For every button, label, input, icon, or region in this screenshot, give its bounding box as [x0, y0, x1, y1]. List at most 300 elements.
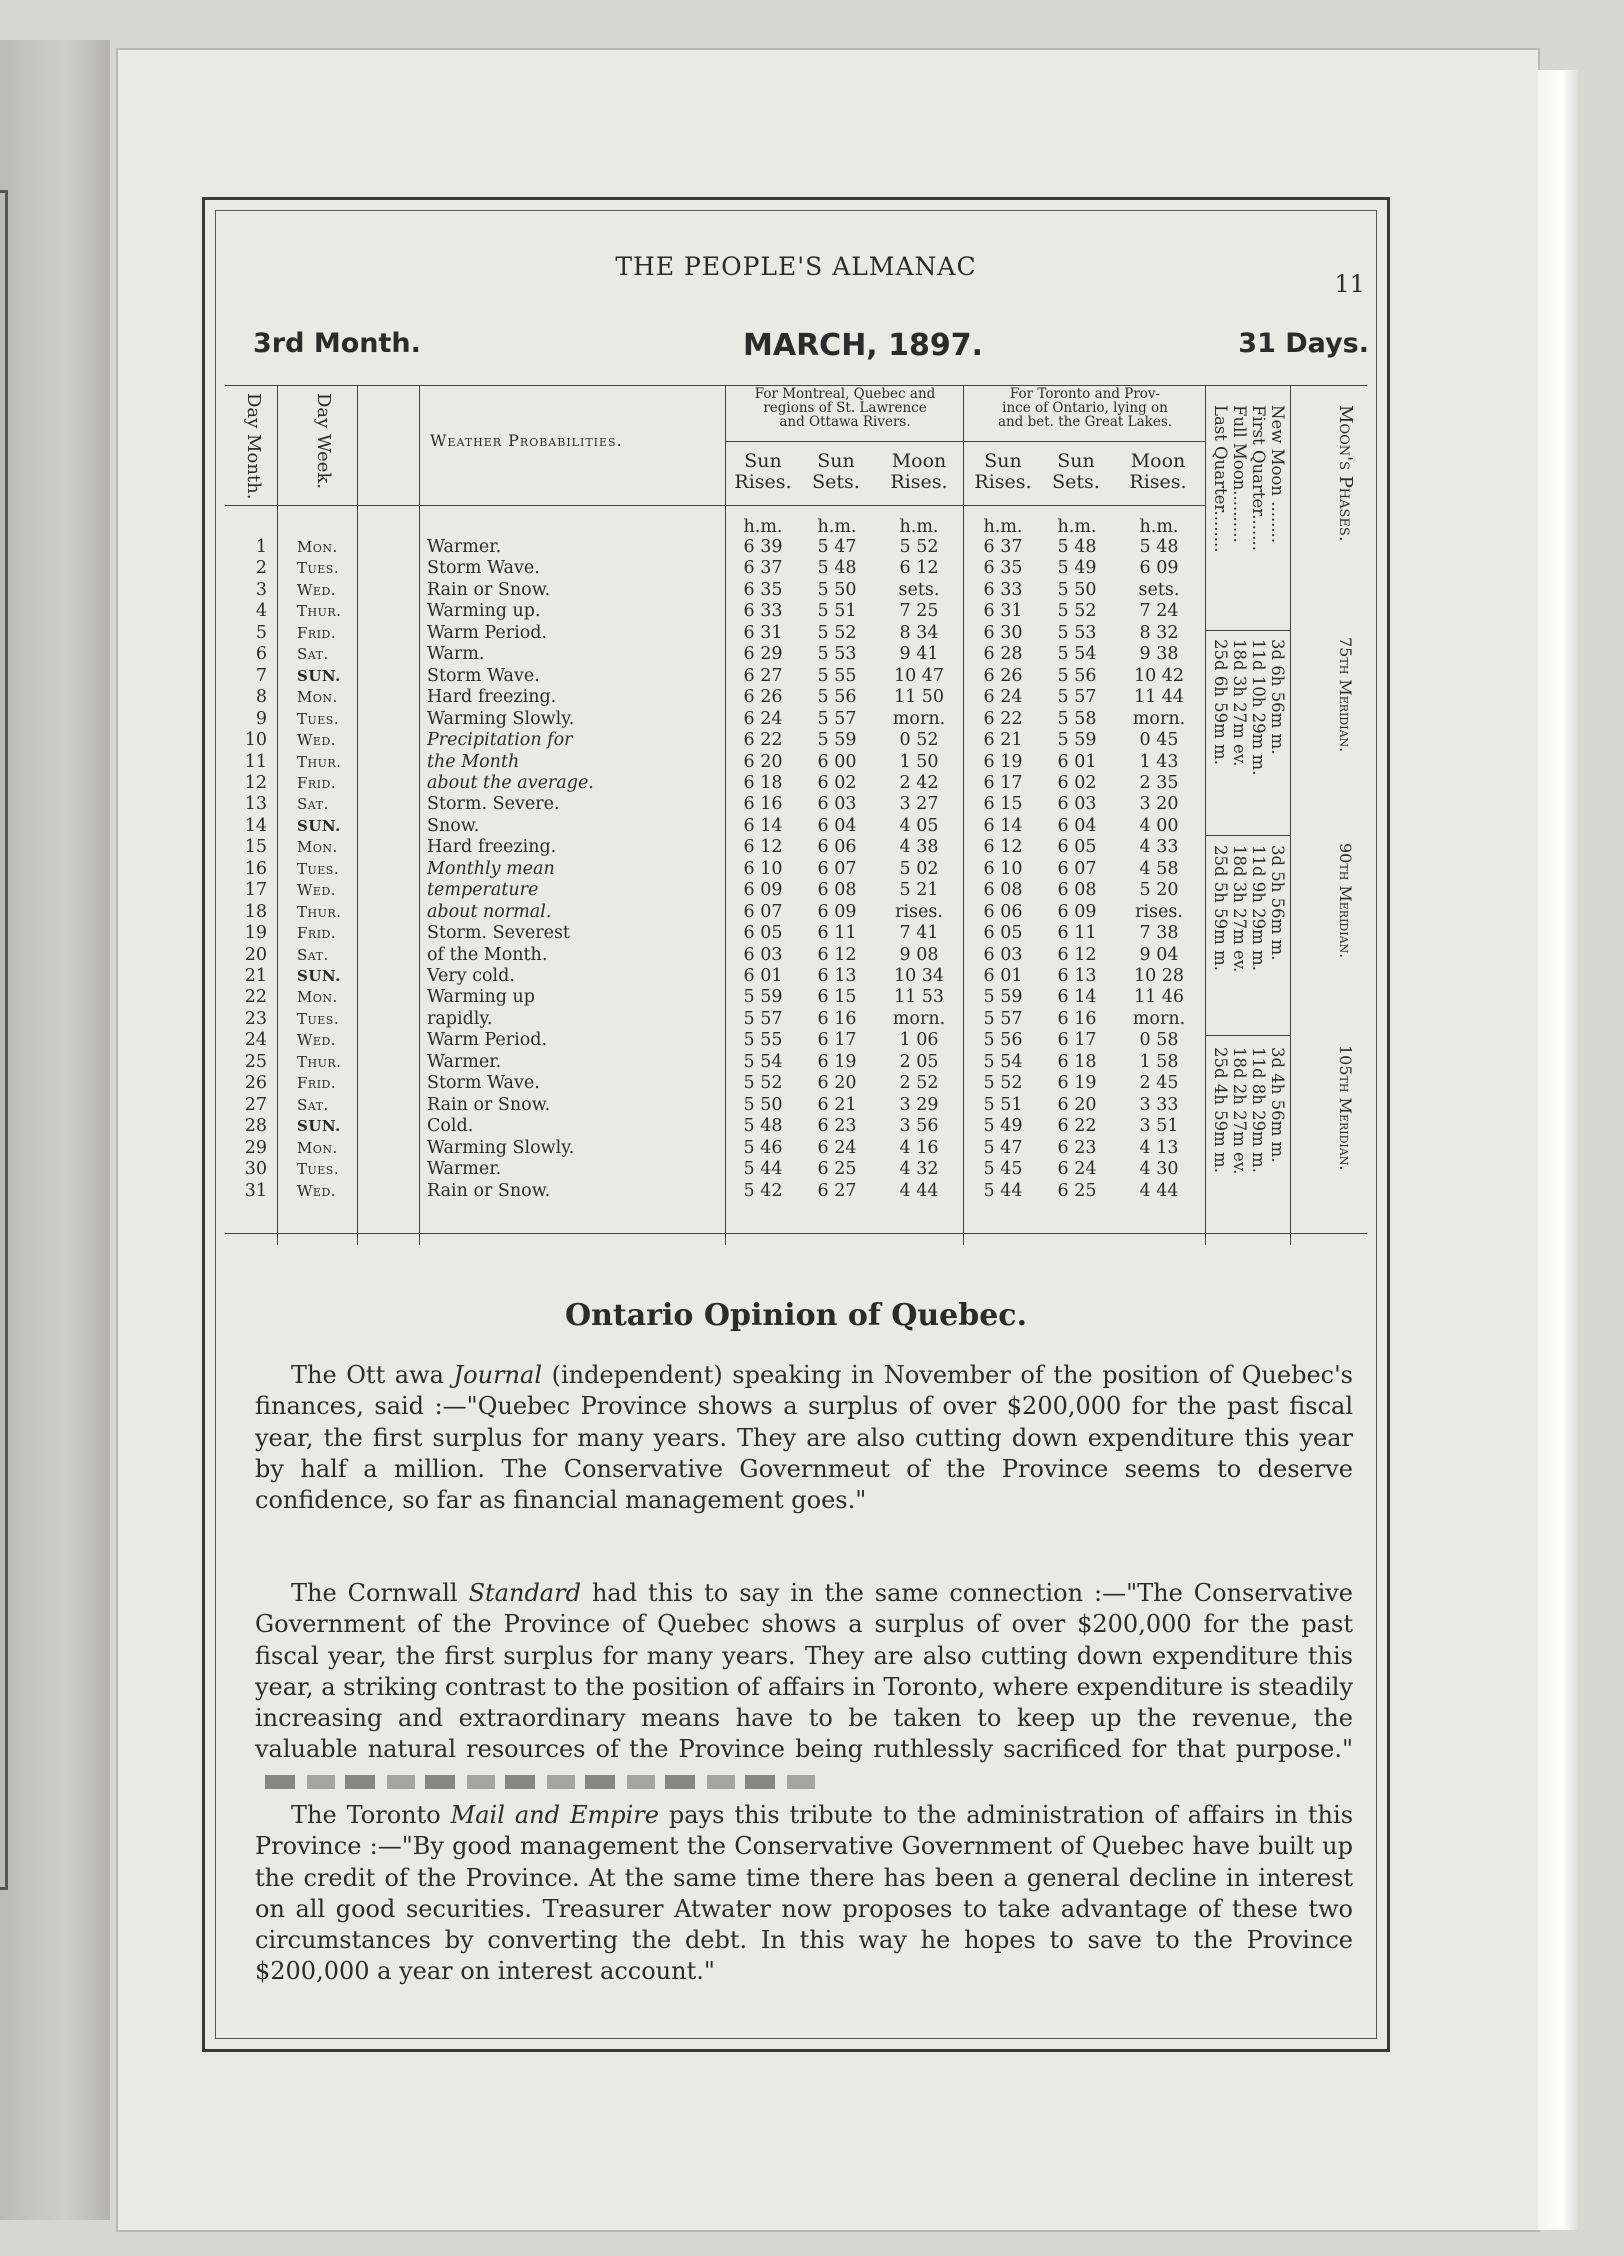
montreal-sun-rise: 5 57	[743, 1008, 783, 1029]
moon-phase-time: 18d 3h 27m ev.	[1230, 639, 1249, 767]
calendar-row	[205, 666, 1205, 687]
toronto-sun-set: 6 12	[1057, 944, 1097, 965]
moon-phase-name: New Moon ........	[1268, 405, 1287, 544]
toronto-sun-set: 6 05	[1057, 837, 1097, 858]
weather-note: about the average.	[427, 772, 594, 793]
montreal-sun-set: 6 06	[817, 837, 857, 858]
montreal-moon-rise: 9 08	[899, 944, 939, 965]
calendar-row	[205, 1159, 1205, 1180]
montreal-moon-rise: 4 32	[899, 1159, 939, 1180]
toronto-sun-rise: 6 08	[983, 880, 1023, 901]
toronto-moon-rise: morn.	[1132, 708, 1186, 729]
toronto-sun-rise: 6 03	[983, 944, 1023, 965]
article-title: Ontario Opinion of Quebec.	[564, 1298, 1028, 1333]
montreal-moon-rise: 7 25	[899, 601, 939, 622]
weather-note: Warming Slowly.	[427, 708, 575, 729]
toronto-sun-rise: 5 49	[983, 1116, 1023, 1137]
montreal-sun-rise: 5 59	[743, 987, 783, 1008]
montreal-sun-rise: 5 44	[743, 1159, 783, 1180]
toronto-moon-rise: 5 20	[1139, 880, 1179, 901]
day-of-month: 3	[255, 579, 267, 600]
montreal-sun-rise: 5 50	[743, 1094, 783, 1115]
weather-note: Storm. Severest	[427, 923, 570, 944]
day-of-week: Mon.	[297, 988, 338, 1007]
montreal-moon-rise: 4 44	[899, 1180, 939, 1201]
toronto-sun-set: 5 52	[1057, 601, 1097, 622]
toronto-moon-rise: 10 28	[1133, 966, 1185, 986]
day-of-month: 19	[244, 923, 267, 944]
toronto-moon-rise: 1 58	[1139, 1051, 1179, 1072]
montreal-sun-set: 6 16	[817, 1008, 857, 1029]
montreal-sun-rise: 6 24	[743, 708, 783, 729]
toronto-sun-set: 6 18	[1057, 1051, 1097, 1072]
weather-note: of the Month.	[427, 944, 548, 965]
montreal-sun-set: 5 55	[817, 665, 857, 686]
montreal-moon-rise: 10 47	[893, 665, 945, 686]
day-of-week: Tues.	[297, 859, 340, 878]
day-of-week: Mon.	[297, 688, 338, 707]
calendar-row	[205, 1030, 1205, 1051]
day-of-month: 20	[244, 944, 267, 965]
montreal-sun-set: 6 23	[817, 1116, 857, 1137]
toronto-sun-set: 6 08	[1057, 880, 1097, 901]
weather-note: Warm Period.	[427, 1030, 548, 1051]
montreal-sun-rise: 6 12	[743, 837, 783, 858]
weather-note: temperature	[427, 880, 539, 901]
month-line	[253, 328, 1369, 368]
toronto-moon-rise: 3 51	[1139, 1116, 1179, 1137]
montreal-sun-set: 6 09	[817, 901, 857, 922]
toronto-moon-rise: 2 45	[1139, 1073, 1179, 1094]
day-of-month: 26	[244, 1073, 267, 1094]
moon-phase-time: 18d 2h 27m ev.	[1230, 1047, 1249, 1175]
montreal-sun-set: 6 04	[817, 815, 857, 836]
toronto-moon-rise: 7 38	[1139, 923, 1179, 944]
montreal-moon-rise: 2 42	[899, 772, 939, 793]
calendar-row	[205, 580, 1205, 601]
day-of-month: 11	[244, 751, 267, 772]
toronto-sun-rise: 5 59	[983, 987, 1023, 1008]
calendar-row	[205, 558, 1205, 579]
day-of-month: 29	[244, 1137, 267, 1158]
montreal-moon-rise: 7 41	[899, 923, 939, 944]
day-of-week: Thur.	[297, 1052, 342, 1071]
montreal-sun-rise: 6 26	[743, 687, 783, 708]
toronto-sun-set: 6 23	[1057, 1137, 1097, 1158]
montreal-moon-rise: 3 27	[899, 794, 939, 815]
montreal-sun-rise: 6 27	[743, 665, 783, 686]
toronto-sun-rise: 6 17	[983, 772, 1023, 793]
toronto-moon-rise: 5 48	[1139, 537, 1179, 557]
toronto-sun-set: 6 04	[1057, 815, 1097, 836]
montreal-moon-rise: 4 38	[899, 837, 939, 858]
montreal-sun-set: 6 27	[817, 1180, 857, 1201]
day-of-week: Frid.	[297, 1074, 337, 1093]
montreal-sun-rise: 5 55	[743, 1030, 783, 1051]
day-week-header: Day Week.	[313, 393, 334, 490]
toronto-sun-rise: 6 19	[983, 751, 1023, 772]
weather-note: Warming up	[427, 987, 535, 1008]
toronto-moon-rise: 4 33	[1139, 837, 1179, 858]
toronto-moon-rise: 3 33	[1139, 1094, 1179, 1115]
montreal-sun-rise: 6 20	[743, 751, 783, 772]
weather-note: Rain or Snow.	[427, 1180, 551, 1201]
toronto-sun-set: 5 57	[1057, 687, 1097, 708]
toronto-sun-set: 6 01	[1057, 751, 1097, 772]
moon-phase-time: 25d 6h 59m m.	[1211, 639, 1230, 765]
toronto-moon-rise: 3 20	[1139, 794, 1179, 815]
calendar-row	[205, 687, 1205, 708]
weather-note: Very cold.	[427, 966, 515, 986]
previous-page-edge	[0, 40, 110, 2220]
toronto-sun-rise: 5 56	[983, 1030, 1023, 1051]
toronto-sun-rise: 5 54	[983, 1051, 1023, 1072]
toronto-sun-rise: 6 30	[983, 622, 1023, 643]
toronto-sun-set: 5 58	[1057, 708, 1097, 729]
toronto-sun-rise: 6 06	[983, 901, 1023, 922]
day-of-month: 28	[244, 1116, 267, 1137]
toronto-sun-rise: 6 10	[983, 858, 1023, 879]
meridian-label: 90th Meridian.	[1336, 843, 1355, 959]
calendar-row	[205, 730, 1205, 751]
calendar-row	[205, 945, 1205, 966]
day-of-week: Mon.	[297, 538, 338, 556]
toronto-moon-rise: 0 58	[1139, 1030, 1179, 1051]
montreal-moon-rise: 2 05	[899, 1051, 939, 1072]
toronto-sun-set: 6 11	[1057, 923, 1097, 944]
calendar-row	[205, 752, 1205, 773]
moon-phase-time: 11d 10h 29m m.	[1249, 639, 1268, 776]
toronto-sun-set: 6 19	[1057, 1073, 1097, 1094]
toronto-sun-rise: 6 05	[983, 923, 1023, 944]
montreal-sun-set: 6 02	[817, 772, 857, 793]
montreal-moon-rises-header: Moon Rises.	[890, 450, 948, 493]
toronto-moon-rise: 4 13	[1139, 1137, 1179, 1158]
montreal-sun-rise: 6 39	[743, 537, 783, 557]
toronto-sun-set: 5 54	[1057, 644, 1097, 665]
moon-phase-name: Last Quarter........	[1211, 405, 1230, 553]
weather-note: Precipitation for	[427, 730, 573, 751]
montreal-sun-set: 6 17	[817, 1030, 857, 1051]
calendar-row	[205, 1073, 1205, 1094]
toronto-moon-rise: 11 44	[1133, 687, 1185, 708]
toronto-moon-rise: 10 42	[1133, 665, 1185, 686]
toronto-sun-rise: 5 52	[983, 1073, 1023, 1094]
montreal-sun-set: 5 53	[817, 644, 857, 665]
day-of-week: Sat.	[297, 645, 329, 664]
toronto-moon-rise: 9 04	[1139, 944, 1179, 965]
weather-note: rapidly.	[427, 1008, 493, 1029]
montreal-sun-rise: 5 48	[743, 1116, 783, 1137]
toronto-sun-set: 5 49	[1057, 558, 1097, 579]
montreal-moon-rise: 3 29	[899, 1094, 939, 1115]
toronto-moon-rise: 4 30	[1139, 1159, 1179, 1180]
montreal-sun-rise: 5 46	[743, 1137, 783, 1158]
montreal-sun-set: 6 08	[817, 880, 857, 901]
toronto-sun-set: 6 22	[1057, 1116, 1097, 1137]
montreal-sun-rise: 6 29	[743, 644, 783, 665]
day-of-month: 23	[244, 1008, 267, 1029]
day-of-month: 6	[255, 644, 267, 665]
weather-note: Warming Slowly.	[427, 1137, 575, 1158]
montreal-sun-set: 6 00	[817, 751, 857, 772]
weather-header: Weather Probabilities.	[430, 431, 623, 450]
day-of-month: 15	[244, 837, 267, 858]
day-of-week: Wed.	[297, 580, 337, 599]
day-of-week: Mon.	[297, 838, 338, 857]
montreal-sun-set: 6 25	[817, 1159, 857, 1180]
montreal-sun-set: 6 20	[817, 1073, 857, 1094]
montreal-sun-set: 6 19	[817, 1051, 857, 1072]
montreal-sun-rise: 6 33	[743, 601, 783, 622]
day-of-month: 5	[255, 622, 267, 643]
montreal-sun-set: 5 48	[817, 558, 857, 579]
toronto-moon-rise: rises.	[1135, 901, 1183, 922]
toronto-moon-rise: 4 44	[1139, 1180, 1179, 1201]
montreal-moon-rise: 2 52	[899, 1073, 939, 1094]
calendar-row	[205, 1009, 1205, 1030]
calendar-row	[205, 601, 1205, 622]
toronto-sun-rise: 5 45	[983, 1159, 1023, 1180]
toronto-sun-rise: 6 01	[983, 966, 1023, 986]
toronto-sun-rise: 5 57	[983, 1008, 1023, 1029]
montreal-sun-set: 5 47	[817, 537, 857, 557]
weather-note: Cold.	[427, 1116, 474, 1137]
month-title: MARCH, 1897.	[743, 328, 984, 363]
weather-note: Storm. Severe.	[427, 794, 560, 815]
toronto-sun-set: 6 20	[1057, 1094, 1097, 1115]
day-of-week: Tues.	[297, 1160, 340, 1179]
moon-phase-name: First Quarter.......	[1249, 405, 1268, 552]
page-frame	[202, 197, 1390, 2052]
month-days: 31 Days.	[1238, 328, 1369, 359]
montreal-sun-set: 5 51	[817, 601, 857, 622]
calendar-row	[205, 623, 1205, 644]
day-of-week: SUN.	[297, 666, 341, 685]
montreal-sun-rise: 6 09	[743, 880, 783, 901]
hm-units-row: h.m. h.m. h.m. h.m. h.m. h.m.	[743, 517, 1179, 537]
moon-phase-time: 3d 5h 56m m.	[1268, 845, 1287, 961]
page-number: 11	[1334, 270, 1365, 298]
printing-smudge	[265, 1775, 825, 1789]
montreal-moon-rise: 8 34	[899, 622, 939, 643]
montreal-sun-rise: 6 07	[743, 901, 783, 922]
montreal-sun-set: 6 03	[817, 794, 857, 815]
montreal-sun-rise: 5 52	[743, 1073, 783, 1094]
toronto-sun-set: 6 13	[1057, 966, 1097, 986]
weather-note: Warmer.	[427, 537, 502, 557]
montreal-sun-set: 6 13	[817, 966, 857, 986]
weather-note: Hard freezing.	[427, 687, 557, 708]
montreal-sun-set: 6 11	[817, 923, 857, 944]
toronto-sun-set: 6 17	[1057, 1030, 1097, 1051]
day-of-month: 2	[255, 558, 267, 579]
day-of-month: 7	[255, 665, 267, 686]
calendar-row	[205, 837, 1205, 858]
day-of-week: Mon.	[297, 1138, 338, 1157]
toronto-sun-set: 5 53	[1057, 622, 1097, 643]
toronto-sun-sets-header: Sun Sets.	[1052, 450, 1100, 493]
toronto-sun-set: 5 59	[1057, 730, 1097, 751]
toronto-sun-rise: 5 51	[983, 1094, 1023, 1115]
montreal-moon-rise: 5 52	[899, 537, 939, 557]
toronto-moon-rise: sets.	[1138, 579, 1180, 600]
montreal-sun-rise: 6 03	[743, 944, 783, 965]
day-of-month: 12	[244, 772, 267, 793]
montreal-sun-rise: 6 37	[743, 558, 783, 579]
weather-note: Warmer.	[427, 1159, 502, 1180]
moon-phase-time: 18d 3h 27m ev.	[1230, 845, 1249, 973]
toronto-sun-rise: 6 15	[983, 794, 1023, 815]
calendar-row	[205, 923, 1205, 944]
article-paragraph-3: The Toronto Mail and Empire pays this tribute to the administration of affairs in this Province :—"By good management the Conservative Government of Quebec have built up the credit of the Province. At the same time there has been a general decline in interest on all good securities. Treasurer Atwater now proposes to take advantage of these two circumstances by converting the debt. In this way he hopes to save to the Province $200,000 a year on interest account."	[255, 1801, 1354, 1986]
toronto-moon-rise: morn.	[1132, 1008, 1186, 1029]
montreal-sun-set: 6 07	[817, 858, 857, 879]
toronto-sun-rise: 6 37	[983, 537, 1023, 557]
toronto-moon-rise: 6 09	[1139, 558, 1179, 579]
montreal-sun-rise: 6 22	[743, 730, 783, 751]
toronto-sun-set: 6 02	[1057, 772, 1097, 793]
montreal-sun-set: 6 21	[817, 1094, 857, 1115]
weather-note: Storm Wave.	[427, 558, 540, 579]
weather-note: Warm Period.	[427, 622, 548, 643]
montreal-moon-rise: 9 41	[899, 644, 939, 665]
day-of-month: 31	[244, 1180, 267, 1201]
moon-phase-time: 3d 4h 56m m.	[1268, 1047, 1287, 1163]
toronto-sun-rises-header: Sun Rises.	[974, 450, 1032, 493]
weather-note: Warmer.	[427, 1051, 502, 1072]
day-of-week: Wed.	[297, 1031, 337, 1050]
day-of-week: Wed.	[297, 1181, 337, 1200]
montreal-sun-set: 5 57	[817, 708, 857, 729]
moon-phase-name: Full Moon..........	[1230, 405, 1249, 543]
day-of-month: 13	[244, 794, 267, 815]
toronto-sun-set: 6 03	[1057, 794, 1097, 815]
calendar-row	[205, 537, 1205, 558]
moon-phase-time: 11d 9h 29m m.	[1249, 845, 1268, 971]
calendar-row	[205, 987, 1205, 1008]
article-paragraph-2: The Cornwall Standard had this to say in the same connection :—"The Conservative Government of the Province of Quebec shows a surplus of over $200,000 for the past fiscal year, the first surplus for many years. They are also cutting down expenditure this year, a striking contrast to the position of affairs in Toronto, where expenditure is steadily increasing and extraordinary means have to be taken to keep up the revenue, the valuable natural resources of the Province being ruthlessly sacrificed for that purpose."	[255, 1578, 1353, 1797]
toronto-sun-rise: 6 12	[983, 837, 1023, 858]
meridian-label: 105th Meridian.	[1336, 1045, 1355, 1171]
toronto-sun-rise: 6 31	[983, 601, 1023, 622]
calendar-row	[205, 902, 1205, 923]
day-of-month: 17	[244, 880, 267, 901]
toronto-moon-rise: 11 46	[1133, 987, 1185, 1008]
toronto-moon-rise: 0 45	[1139, 730, 1179, 751]
toronto-moon-rise: 4 00	[1139, 815, 1179, 836]
montreal-sun-set: 6 24	[817, 1137, 857, 1158]
weather-note: Warming up.	[427, 601, 541, 622]
day-of-week: SUN.	[297, 816, 341, 835]
day-of-month: 1	[255, 537, 267, 557]
montreal-moon-rise: 5 02	[899, 858, 939, 879]
toronto-sun-rise: 6 28	[983, 644, 1023, 665]
montreal-sun-set: 5 56	[817, 687, 857, 708]
weather-note: Storm Wave.	[427, 1073, 540, 1094]
moon-phase-time: 11d 8h 29m m.	[1249, 1047, 1268, 1173]
weather-note: Snow.	[427, 815, 480, 836]
day-of-week: Tues.	[297, 559, 340, 578]
calendar-table	[205, 385, 1387, 1245]
montreal-moon-rise: rises.	[895, 901, 943, 922]
calendar-row	[205, 859, 1205, 880]
moon-phases-header: Moon's Phases.	[1335, 405, 1356, 542]
toronto-moon-rise: 1 43	[1139, 751, 1179, 772]
montreal-moon-rise: 11 50	[893, 687, 945, 708]
toronto-sun-set: 5 50	[1057, 579, 1097, 600]
montreal-sun-set: 5 59	[817, 730, 857, 751]
day-of-month: 4	[255, 601, 267, 622]
day-of-month: 9	[255, 708, 267, 729]
day-of-week: Thur.	[297, 902, 342, 921]
montreal-region-header: For Montreal, Quebec and regions of St. Lawrence and Ottawa Rivers.	[754, 386, 936, 430]
moon-phase-time: 25d 5h 59m m.	[1211, 845, 1230, 971]
toronto-moon-rise: 7 24	[1139, 601, 1179, 622]
day-of-month: 8	[255, 687, 267, 708]
toronto-sun-set: 6 24	[1057, 1159, 1097, 1180]
toronto-sun-rise: 5 44	[983, 1180, 1023, 1201]
weather-note: the Month	[427, 751, 520, 772]
toronto-moon-rise: 9 38	[1139, 644, 1179, 665]
article-paragraph-1: The Ott awa Journal (independent) speaking in November of the position of Quebec's finances, said :—"Quebec Province shows a surplus of over $200,000 for the past fiscal year, the first surplus for many years. They are also cutting down expenditure this year by half a million. The Conservative Governmeut of the Province seems to deserve confidence, so far as financial management goes."	[255, 1361, 1353, 1515]
calendar-row	[205, 644, 1205, 665]
toronto-moon-rises-header: Moon Rises.	[1129, 450, 1187, 493]
montreal-sun-set: 6 15	[817, 987, 857, 1008]
calendar-row	[205, 966, 1205, 987]
toronto-sun-set: 6 25	[1057, 1180, 1097, 1201]
montreal-moon-rise: morn.	[892, 1008, 946, 1029]
day-month-header: Day Month.	[243, 393, 264, 500]
toronto-sun-rise: 6 26	[983, 665, 1023, 686]
montreal-moon-rise: 6 12	[899, 558, 939, 579]
weather-note: Warm.	[427, 644, 485, 665]
calendar-row	[205, 816, 1205, 837]
day-of-week: Tues.	[297, 709, 340, 728]
calendar-row	[205, 709, 1205, 730]
calendar-row	[205, 773, 1205, 794]
toronto-sun-rise: 6 21	[983, 730, 1023, 751]
toronto-sun-rise: 6 22	[983, 708, 1023, 729]
toronto-sun-set: 6 16	[1057, 1008, 1097, 1029]
montreal-moon-rise: 3 56	[899, 1116, 939, 1137]
toronto-sun-rise: 6 24	[983, 687, 1023, 708]
toronto-sun-set: 6 07	[1057, 858, 1097, 879]
montreal-sun-rise: 6 14	[743, 815, 783, 836]
day-of-month: 25	[244, 1051, 267, 1072]
montreal-moon-rise: morn.	[892, 708, 946, 729]
montreal-sun-sets-header: Sun Sets.	[812, 450, 860, 493]
day-of-week: Thur.	[297, 752, 342, 771]
montreal-moon-rise: 0 52	[899, 730, 939, 751]
month-ordinal: 3rd Month.	[253, 328, 421, 359]
montreal-moon-rise: 10 34	[893, 966, 945, 986]
day-of-week: Sat.	[297, 945, 329, 964]
toronto-region-header: For Toronto and Prov- ince of Ontario, lying on and bet. the Great Lakes.	[997, 386, 1173, 430]
montreal-moon-rise: 4 16	[899, 1137, 939, 1158]
montreal-sun-set: 6 12	[817, 944, 857, 965]
toronto-moon-rise: 8 32	[1139, 622, 1179, 643]
day-of-week: Thur.	[297, 602, 342, 621]
montreal-sun-rise: 6 31	[743, 622, 783, 643]
running-head: THE PEOPLE'S ALMANAC	[615, 252, 977, 281]
calendar-row	[205, 880, 1205, 901]
weather-note: Rain or Snow.	[427, 1094, 551, 1115]
weather-note: Hard freezing.	[427, 837, 557, 858]
day-of-month: 14	[244, 815, 267, 836]
day-of-month: 21	[244, 966, 267, 986]
montreal-moon-rise: sets.	[898, 579, 940, 600]
